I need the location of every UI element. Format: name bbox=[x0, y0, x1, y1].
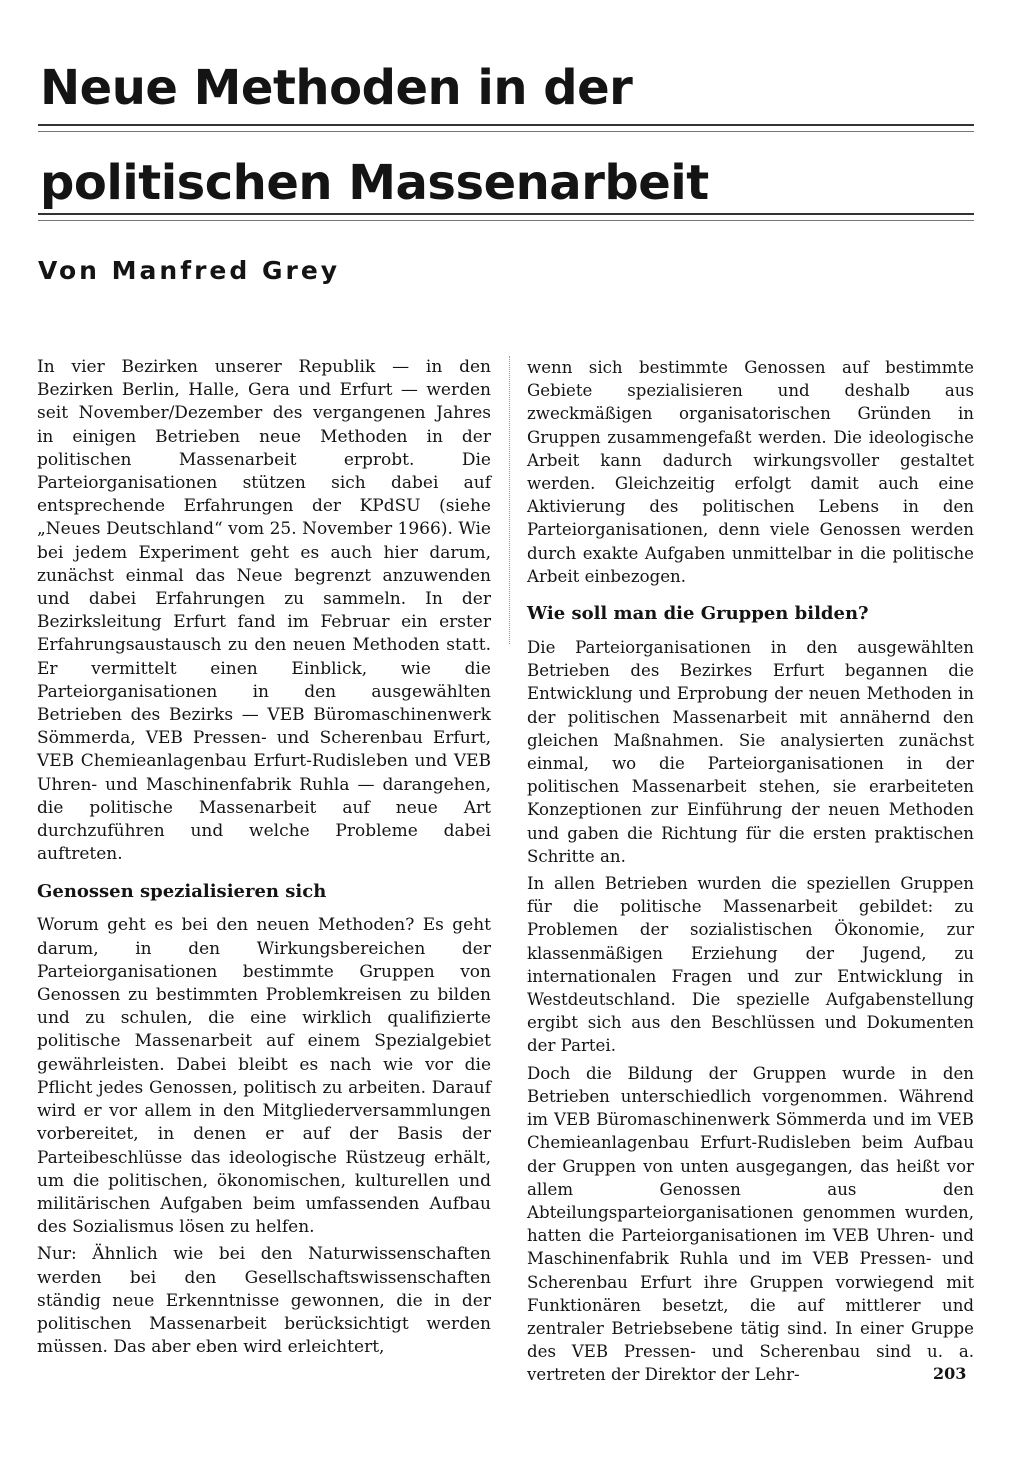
body-paragraph: wenn sich bestimmte Genossen auf bestimmte Gebiete spezialisieren und deshalb aus zweckmäßigen organisatorischen Gründen in Gruppen zusammengefaßt werden. Die ideologische Arbeit kann dadurch wirkungsvoller gestaltet werden. Gleichzeitig erfolgt damit auch eine Aktivierung des politischen Lebens in den Parteiorganisationen, denn viele Genossen werden durch exakte Aufgaben unmittelbar in die politische Arbeit einbezogen. bbox=[527, 358, 974, 586]
body-paragraph: Die Parteiorganisationen in den ausgewählten Betrieben des Bezirkes Erfurt begannen die Entwicklung und Erprobung der neuen Methoden in der politischen Massenarbeit mit annähernd den gleichen Maßnahmen. Sie analysierten zunächst einmal, wo die Parteiorganisationen in der politischen Massenarbeit stehen, sie erarbeiteten Konzeptionen zur Einführung der neuen Methoden und gaben die Richtung für die ersten praktischen Schritte an. bbox=[527, 638, 974, 866]
left-column bbox=[37, 356, 491, 1359]
section-heading-genossen: Genossen spezialisieren sich bbox=[37, 881, 327, 903]
column-divider bbox=[509, 356, 510, 644]
article-title-line-1: Neue Methoden in der bbox=[40, 60, 633, 116]
body-paragraph: Doch die Bildung der Gruppen wurde in den Betrieben unterschiedlich vorgenommen. Während im VEB Büromaschinenwerk Sömmerda und im VEB Chemieanlagenbau Erfurt-Rudisleben beim Aufbau der Gruppen von unten ausgegangen, das heißt vor allem Genossen aus den Abteilungsparteiorganisationen genommen wurden, hatten die Parteiorganisationen im VEB Uhren- und Maschinenfabrik Ruhla und im VEB Pressen- und Scherenbau Erfurt ihre Gruppen vorwiegend mit Funktionären besetzt, die auf mittlerer und zentraler Betriebsebene tätig sind. In einer Gruppe des VEB Pressen- und Scherenbau sind u. a. vertreten der Direktor der Lehr- bbox=[527, 1063, 974, 1385]
page-number: 203 bbox=[933, 1364, 967, 1383]
body-paragraph: Worum geht es bei den neuen Methoden? Es geht darum, in den Wirkungsbereichen der Parteiorganisationen bestimmte Gruppen von Genossen zu bestimmten Problemkreisen zu bilden und zu schulen, die eine wirklich qualifizierte politische Massenarbeit auf einem Spezialgebiet gewährleisten. Dabei bleibt es nach wie vor die Pflicht jedes Genossen, politisch zu arbeiten. Darauf wird er vor allem in den Mitgliederversammlungen vorbereitet, in denen er auf der Basis der Parteibeschlüsse das ideologische Rüstzeug erhält, um die politischen, ökonomischen, kulturellen und militärischen Aufgaben beim umfassenden Aufbau des Sozialismus lösen zu helfen. bbox=[37, 915, 491, 1238]
article-title-line-2: politischen Massenarbeit bbox=[40, 155, 709, 211]
title-rule-top bbox=[38, 124, 974, 132]
section-heading-gruppen: Wie soll man die Gruppen bilden? bbox=[527, 603, 869, 625]
body-paragraph: In allen Betrieben wurden die speziellen Gruppen für die politische Massenarbeit gebildet: zu Problemen der sozialistischen Ökonomie, zur klassenmäßigen Erziehung der Jugend, zu internationalen Fragen und zur Entwicklung in Westdeutschland. Die spezielle Aufgabenstellung ergibt sich aus den Beschlüssen und Dokumenten der Partei. bbox=[527, 874, 974, 1056]
intro-paragraph: In vier Bezirken unserer Republik — in den Bezirken Berlin, Halle, Gera und Erfurt — werden seit November/Dezember des vergangenen Jahres in einigen Betrieben neue Methoden in der politischen Massenarbeit erprobt. Die Parteiorganisationen stützen sich dabei auf entsprechende Erfahrungen der KPdSU (siehe „Neues Deutschland“ vom 25. November 1966). Wie bei jedem Experiment geht es auch hier darum, zunächst einmal das Neue begrenzt anzuwenden und dabei Erfahrungen zu sammeln. In der Bezirksleitung Erfurt fand im Februar ein erster Erfahrungsaustausch zu den neuen Methoden statt. Er vermittelt einen Einblick, wie die Parteiorganisationen in den ausgewählten Betrieben des Bezirks — VEB Büromaschinenwerk Sömmerda, VEB Pressen- und Scherenbau Erfurt, VEB Chemieanlagenbau Erfurt-Rudisleben und VEB Uhren- und Maschinenfabrik Ruhla — darangehen, die politische Massenarbeit auf neue Art durchzuführen und welche Probleme dabei auftreten. bbox=[37, 357, 491, 865]
body-paragraph: Nur: Ähnlich wie bei den Naturwissenschaften werden bei den Gesellschaftswissenschaften ständig neue Erkenntnisse gewonnen, die in der politischen Massenarbeit berücksichtigt werden müssen. Das aber eben wird erleichtert, bbox=[37, 1244, 491, 1358]
right-column bbox=[527, 356, 974, 1387]
title-rule-bottom bbox=[38, 213, 974, 221]
author-byline: Von Manfred Grey bbox=[38, 256, 341, 285]
